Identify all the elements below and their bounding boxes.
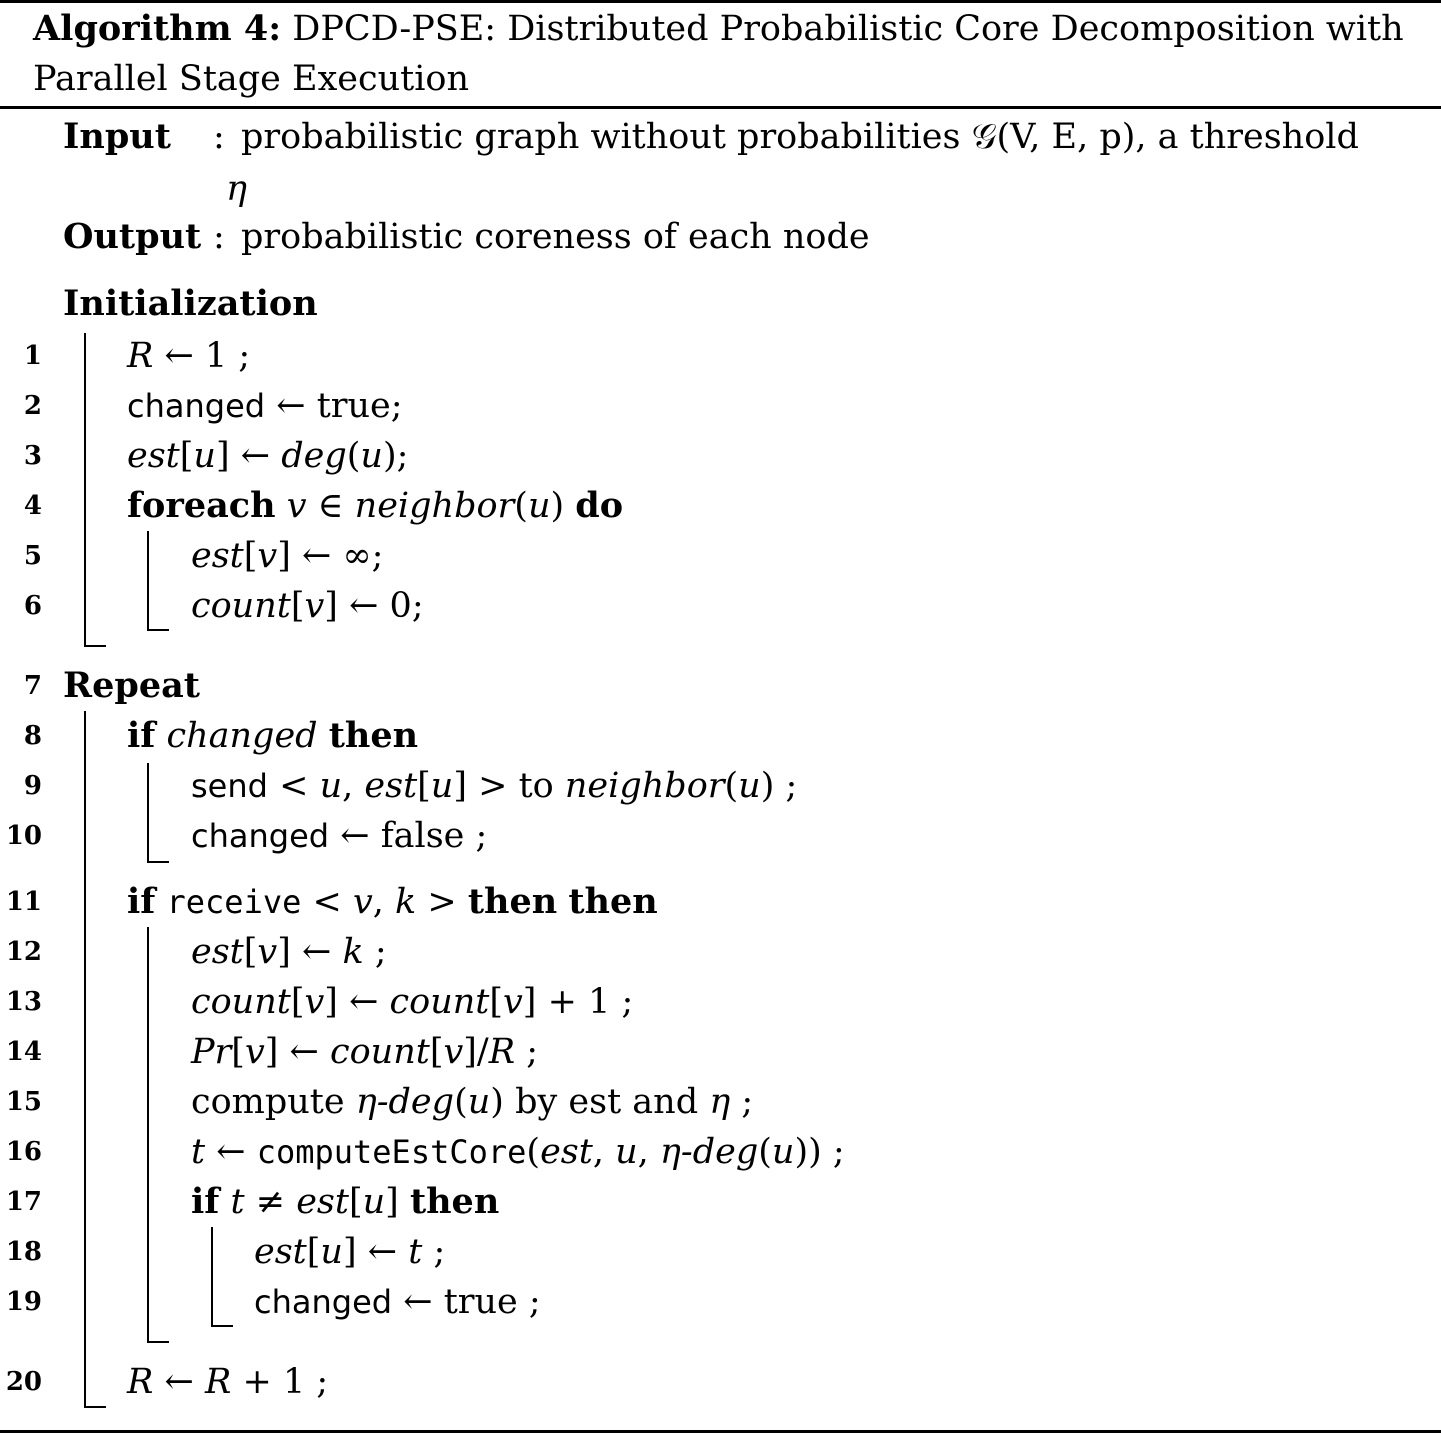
line-number: 18 — [5, 1237, 42, 1267]
line-number: 10 — [5, 821, 42, 851]
code-line-8: if changed then — [127, 715, 419, 756]
algorithm-caption — [33, 4, 1433, 104]
code-line-19: changed ← true ; — [254, 1282, 541, 1322]
code-line-2: changed ← true; — [127, 386, 403, 426]
scope-bar-foreach — [147, 531, 149, 631]
bottom-rule — [0, 1430, 1441, 1433]
code-line-13: count[v] ← count[v] + 1 ; — [191, 982, 634, 1022]
scope-end-if-receive — [147, 1341, 169, 1343]
input-text-cont: η — [226, 169, 247, 209]
input-text: probabilistic graph without probabilities 𝒢(V, E, p), a threshold — [241, 117, 1359, 157]
output-colon: : — [213, 217, 225, 257]
caption-rule — [0, 106, 1441, 109]
line-number: 20 — [5, 1367, 42, 1397]
line-number: 9 — [23, 771, 42, 801]
code-line-12: est[v] ← k ; — [191, 932, 387, 972]
code-line-5: est[v] ← ∞; — [191, 536, 384, 576]
scope-bar-if-changed — [147, 763, 149, 863]
code-line-14: Pr[v] ← count[v]/R ; — [191, 1032, 538, 1072]
caption-label: Algorithm 4: — [33, 8, 282, 49]
scope-end-repeat — [84, 1406, 106, 1408]
line-number: 16 — [5, 1137, 42, 1167]
code-line-20: R ← R + 1 ; — [127, 1362, 329, 1402]
output-label: Output — [63, 216, 202, 257]
code-line-4: foreach v ∈ neighbor(u) do — [127, 485, 624, 526]
line-number: 7 — [23, 671, 42, 701]
line-number: 19 — [5, 1287, 42, 1317]
scope-end-if-changed — [147, 861, 169, 863]
top-rule — [0, 0, 1441, 3]
code-line-17: if t ≠ est[u] then — [191, 1181, 500, 1222]
code-line-9: send < u, est[u] > to neighbor(u) ; — [191, 766, 798, 806]
line-number: 5 — [23, 541, 42, 571]
code-line-11: if receive < v, k > then then — [127, 881, 658, 922]
line-number: 6 — [23, 591, 42, 621]
section-initialization: Initialization — [63, 283, 318, 324]
scope-end-foreach — [147, 629, 169, 631]
code-line-18: est[u] ← t ; — [254, 1232, 446, 1272]
code-line-15: compute η-deg(u) by est and η ; — [191, 1082, 754, 1122]
line-number: 3 — [23, 441, 42, 471]
caption-title: DPCD-PSE: Distributed Probabilistic Core Decomposition with Parallel Stage Execution — [33, 9, 1404, 99]
scope-end-if-t — [211, 1325, 233, 1327]
code-line-6: count[v] ← 0; — [191, 586, 424, 626]
scope-bar-repeat — [84, 711, 86, 1408]
line-number: 14 — [5, 1037, 42, 1067]
scope-end-initialization — [84, 645, 106, 647]
line-number: 13 — [5, 987, 42, 1017]
scope-bar-initialization — [84, 333, 86, 647]
scope-bar-if-receive — [147, 927, 149, 1343]
code-line-1: R ← 1 ; — [127, 336, 251, 376]
code-line-10: changed ← false ; — [191, 816, 488, 856]
output-text: probabilistic coreness of each node — [241, 217, 870, 257]
line-number: 11 — [5, 887, 42, 917]
scope-bar-if-t — [211, 1227, 213, 1327]
line-number: 2 — [23, 391, 42, 421]
code-line-3: est[u] ← deg(u); — [127, 436, 409, 476]
code-line-16: t ← computeEstCore(est, u, η-deg(u)) ; — [191, 1132, 845, 1172]
line-number: 8 — [23, 721, 42, 751]
line-number: 17 — [5, 1187, 42, 1217]
section-repeat: Repeat — [63, 665, 200, 706]
line-number: 1 — [23, 341, 42, 371]
line-number: 12 — [5, 937, 42, 967]
line-number: 15 — [5, 1087, 42, 1117]
line-number: 4 — [23, 491, 42, 521]
input-colon: : — [213, 117, 225, 157]
input-label: Input — [63, 116, 171, 157]
